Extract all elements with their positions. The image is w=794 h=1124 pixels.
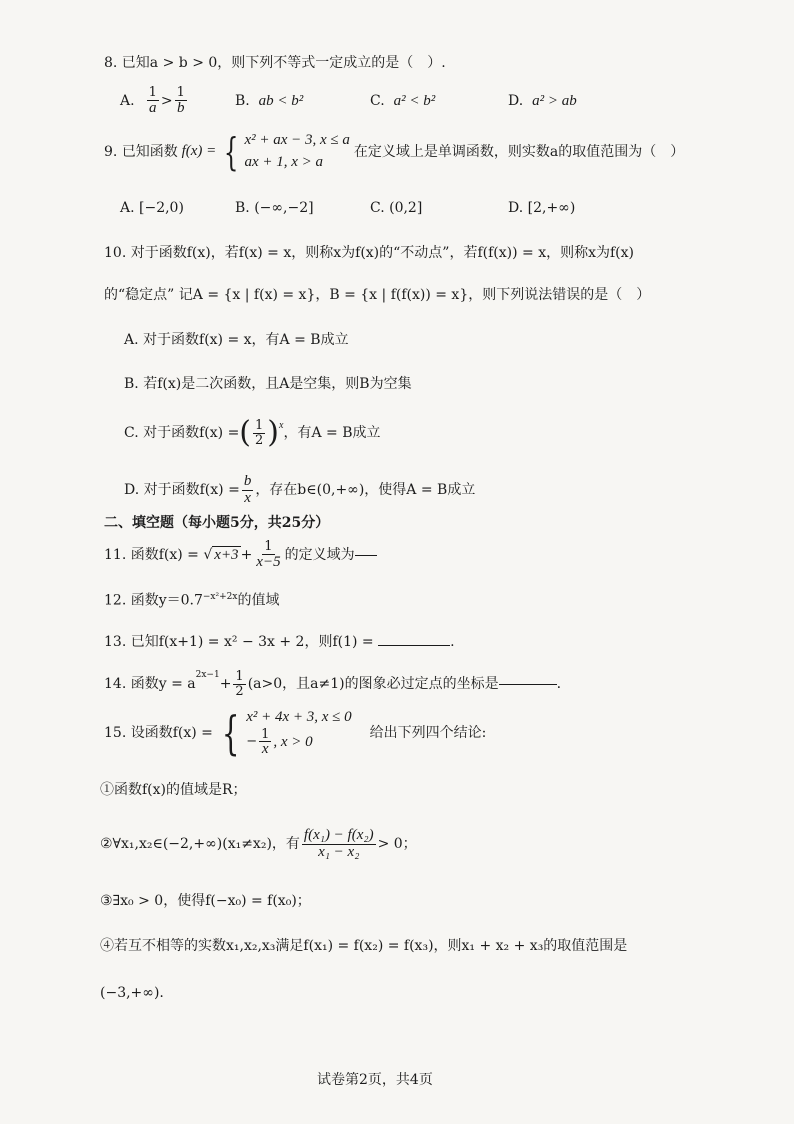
q9-stem: 9. 已知函数 f(x) = { x² + ax − 3, x ≤ a ax + 1, x > a 在定义域上是单调函数，则实数a的取值范围为（ ）	[104, 129, 685, 174]
q15-result-4-cont: (−3,+∞).	[100, 985, 164, 1001]
q14: 14. 函数y = a $^{2x-1}$ + $\frac{1}{2}$ (a>0，且a≠1)的图象必过定点的坐标是 .	[104, 669, 562, 699]
page-footer: 试卷第2页，共4页	[317, 1072, 433, 1088]
q8-gt: >	[160, 93, 173, 110]
q10-option-c: C. 对于函数f(x) = ( $\frac{1}{2}$ ) $^x$ ，有A = B成立	[124, 415, 381, 450]
q15-stem: 15. 设函数f(x) = { x² + 4x + 3, x ≤ 0 − $\frac{1}{x}$ , x > 0 给出下列四个结论:	[104, 705, 487, 760]
q14-frac-half: $\frac{1}{2}$	[235, 669, 244, 699]
q8-option-c: C. a² < b²	[370, 93, 436, 109]
q10-stem-line2: 的“稳定点” 记A = {x | f(x) = x}，B = {x | f(f(x)) = x}，则下列说法错误的是（ ）	[104, 287, 651, 303]
q12: 12. 函数$y=0.7^{-x^2+2x}$的值域	[104, 592, 280, 609]
q10-frac-half: $\frac{1}{2}$	[255, 417, 264, 448]
q8-option-a-label: A.	[120, 93, 135, 110]
q15-result-3: ③∃x₀ > 0，使得f(−x₀) = f(x₀)；	[100, 893, 311, 909]
q9-option-a: A. [−2,0)	[120, 200, 184, 216]
q14-blank[interactable]	[499, 684, 557, 685]
q10-stem-line1: 10. 对于函数f(x)，若f(x) = x，则称x为f(x)的“不动点”，若f(f(x)) = x，则称x为f(x)	[104, 245, 634, 261]
q8-stem: 8. 已知a > b > 0，则下列不等式一定成立的是（ ）.	[104, 55, 446, 71]
q10-option-a: A. 对于函数f(x) = x，有A = B成立	[124, 332, 349, 348]
q9-option-d: D. [2,+∞)	[508, 200, 576, 216]
q15-result-2: ②∀x₁,x₂∈(−2,+∞)(x₁≠x₂)，有 $\frac{\text{f(x₁) − f(x₂)}}{\text{x₁ − x₂}}$ > 0；	[100, 827, 417, 860]
q13: 13. 已知f(x+1) = x² − 3x + 2，则f(1) = .	[104, 634, 455, 650]
q15-frac-1-over-x: $\frac{1}{x}$	[261, 726, 270, 758]
q15-result-2-frac: $\frac{\text{f(x₁) − f(x₂)}}{\text{x₁ − x₂}}$	[303, 827, 374, 860]
q15-result-1: ①函数f(x)的值域是R；	[100, 782, 247, 798]
q8-frac-1-over-a: $\frac{1}{a}$	[148, 85, 157, 116]
q8-frac-1-over-b: $\frac{1}{b}$	[176, 85, 185, 116]
q9-cases: x² + ax − 3, x ≤ a ax + 1, x > a	[244, 132, 350, 170]
q8-option-d: D. a² > ab	[508, 93, 577, 109]
q15-cases: x² + 4x + 3, x ≤ 0 − $\frac{1}{x}$ , x > 0	[246, 709, 352, 758]
q11-blank[interactable]	[355, 555, 377, 556]
q10-option-b: B. 若f(x)是二次函数，且A是空集，则B为空集	[124, 376, 412, 392]
q11-frac: $\frac{1}{x-5}$	[256, 539, 281, 570]
q13-blank[interactable]	[378, 645, 450, 646]
q10-option-d: D. 对于函数f(x) = $\frac{b}{x}$ ，存在b∈(0,+∞)，使得A = B成立	[124, 473, 476, 506]
q10-frac-b-over-x: $\frac{b}{x}$	[243, 473, 252, 506]
q9-option-b: B. (−∞,−2]	[235, 200, 314, 216]
q9-brace: {	[224, 129, 239, 174]
q8-option-b: B. ab < b²	[235, 93, 304, 109]
q9-option-c: C. (0,2]	[370, 200, 423, 216]
q8-option-a	[120, 86, 189, 116]
q11: 11. 函数f(x) = √ x+3 + $\frac{1}{x-5}$ 的定义域为	[104, 540, 377, 570]
section-title: 二、填空题（每小题5分，共25分）	[104, 515, 330, 531]
q15-result-4: ④若互不相等的实数x₁,x₂,x₃满足f(x₁) = f(x₂) = f(x₃)，则x₁ + x₂ + x₃的取值范围是	[100, 938, 628, 954]
